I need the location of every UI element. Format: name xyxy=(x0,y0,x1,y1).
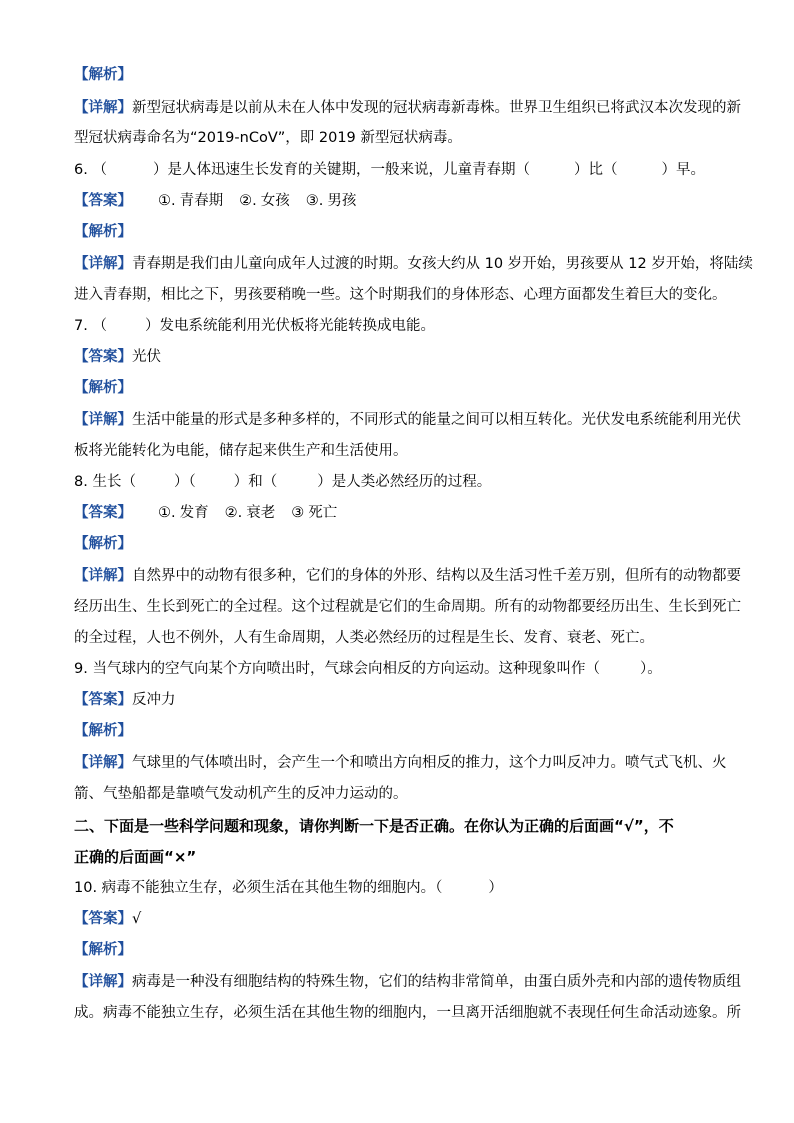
question-text: ）是人体迅速生长发育的关键期，一般来说，儿童青春期（ xyxy=(152,162,530,178)
question-text: ）早。 xyxy=(661,162,705,178)
question-9 xyxy=(74,658,734,680)
question-text: ）是人类必然经历的过程。 xyxy=(317,474,492,490)
detail-text: 成。病毒不能独立生存，必须生活在其他生物的细胞内，一旦离开活细胞就不表现任何生命活动迹象。所 xyxy=(74,1005,741,1021)
detail-text: 气球里的气体喷出时，会产生一个和喷出方向相反的推力，这个力叫反冲力。喷气式飞机、火 xyxy=(132,755,727,771)
question-text: ） xyxy=(488,880,503,896)
option-marker: ③ xyxy=(291,505,305,521)
detail-text: 自然界中的动物有很多种，它们的身体的外形、结构以及生活习性千差万别，但所有的动物都要 xyxy=(132,568,741,584)
detail-tag: 【详解】 xyxy=(74,412,132,428)
answer-q9 xyxy=(74,689,734,711)
question-text: ）发电系统能利用光伏板将光能转换成电能。 xyxy=(144,318,435,334)
detail-q5-line2 xyxy=(74,127,734,149)
detail-text: 型冠状病毒命名为“2019-nCoV”，即 2019 新型冠状病毒。 xyxy=(74,130,462,146)
detail-q9-line2 xyxy=(74,783,734,805)
detail-text: 病毒是一种没有细胞结构的特殊生物，它们的结构非常简单，由蛋白质外壳和内部的遗传物质组 xyxy=(132,974,741,990)
option-text: 衰老 xyxy=(246,505,276,521)
answer-tag: 【答案】 xyxy=(74,349,132,365)
analysis-label-q10 xyxy=(74,939,734,961)
detail-q5-line1 xyxy=(74,97,741,119)
option-marker: ③. xyxy=(305,193,324,209)
answer-tag: 【答案】 xyxy=(74,911,132,927)
answer-q8 xyxy=(74,502,734,524)
detail-q8-line1 xyxy=(74,565,741,587)
answer-option xyxy=(158,502,209,524)
analysis-tag: 【解析】 xyxy=(74,67,132,83)
answer-tag: 【答案】 xyxy=(74,193,132,209)
question-8 xyxy=(74,471,734,493)
detail-q6-line2 xyxy=(74,284,734,306)
detail-q6-line1 xyxy=(74,253,753,275)
detail-q10-line1 xyxy=(74,971,741,993)
detail-text: 进入青春期，相比之下，男孩要稍晚一些。这个时期我们的身体形态、心理方面都发生着巨大的变化。 xyxy=(74,287,727,303)
question-text: ）（ xyxy=(173,474,196,490)
question-text: 10. 病毒不能独立生存，必须生活在其他生物的细胞内。（ xyxy=(74,880,443,896)
detail-q10-line2 xyxy=(74,1002,741,1024)
detail-text: 生活中能量的形式是多种多样的，不同形式的能量之间可以相互转化。光伏发电系统能利用光伏 xyxy=(132,412,741,428)
section-heading-line2 xyxy=(74,846,734,868)
detail-q8-line2 xyxy=(74,596,741,618)
analysis-tag: 【解析】 xyxy=(74,942,132,958)
answer-q10 xyxy=(74,908,734,930)
analysis-label-q7 xyxy=(74,377,734,399)
detail-q7-line2 xyxy=(74,440,734,462)
question-text: 6. （ xyxy=(74,162,107,178)
analysis-label-q5 xyxy=(74,64,734,86)
question-text: ）比（ xyxy=(573,162,618,178)
section-heading-text: 正确的后面画“×” xyxy=(74,848,197,866)
option-text: 发育 xyxy=(179,505,209,521)
answer-option xyxy=(239,190,290,212)
question-text: ）和（ xyxy=(233,474,278,490)
analysis-label-q6 xyxy=(74,221,734,243)
detail-tag: 【详解】 xyxy=(74,974,132,990)
detail-text: 新型冠状病毒是以前从未在人体中发现的冠状病毒新毒株。世界卫生组织已将武汉本次发现的新 xyxy=(132,100,741,116)
answer-option xyxy=(291,502,337,524)
option-text: 青春期 xyxy=(179,193,224,209)
detail-q7-line1 xyxy=(74,409,741,431)
analysis-label-q8 xyxy=(74,533,734,555)
answer-q6 xyxy=(74,190,734,212)
answer-tag: 【答案】 xyxy=(74,692,132,708)
detail-text: 的全过程，人也不例外，人有生命周期，人类必然经历的过程是生长、发育、衰老、死亡。 xyxy=(74,630,654,646)
detail-text: 板将光能转化为电能，储存起来供生产和生活使用。 xyxy=(74,443,408,459)
answer-text: 光伏 xyxy=(132,349,161,365)
detail-text: 青春期是我们由儿童向成年人过渡的时期。女孩大约从 10 岁开始，男孩要从 12 岁开始，将陆续 xyxy=(132,256,753,272)
detail-tag: 【详解】 xyxy=(74,256,132,272)
detail-tag: 【详解】 xyxy=(74,100,132,116)
analysis-label-q9 xyxy=(74,720,734,742)
answer-option xyxy=(306,190,357,212)
question-text: 7. （ xyxy=(74,318,107,334)
detail-q9-line1 xyxy=(74,752,734,774)
question-7 xyxy=(74,315,734,337)
detail-tag: 【详解】 xyxy=(74,568,132,584)
section-heading-line1 xyxy=(74,815,734,837)
answer-option xyxy=(225,502,276,524)
analysis-tag: 【解析】 xyxy=(74,723,132,739)
option-marker: ②. xyxy=(224,505,243,521)
analysis-tag: 【解析】 xyxy=(74,536,132,552)
question-text: 8. 生长（ xyxy=(74,474,136,490)
detail-q8-line3 xyxy=(74,627,734,649)
answer-text: 反冲力 xyxy=(132,692,176,708)
section-heading-text: 二、下面是一些科学问题和现象，请你判断一下是否正确。在你认为正确的后面画“√”，不 xyxy=(74,817,674,835)
analysis-tag: 【解析】 xyxy=(74,224,132,240)
question-10 xyxy=(74,877,734,899)
answer-tag: 【答案】 xyxy=(74,505,132,521)
option-text: 男孩 xyxy=(327,193,357,209)
option-marker: ①. xyxy=(158,505,176,521)
option-marker: ①. xyxy=(158,193,176,209)
question-6 xyxy=(74,159,734,181)
option-text: 女孩 xyxy=(260,193,290,209)
detail-text: 经历出生、生长到死亡的全过程。这个过程就是它们的生命周期。所有的动物都要经历出生、生长到死亡 xyxy=(74,599,741,615)
option-text: 死亡 xyxy=(308,505,338,521)
detail-tag: 【详解】 xyxy=(74,755,132,771)
question-text: 9. 当气球内的空气向某个方向喷出时，气球会向相反的方向运动。这种现象叫作（ xyxy=(74,661,600,677)
answer-q7 xyxy=(74,346,734,368)
detail-text: 箭、气垫船都是靠喷气发动机产生的反冲力运动的。 xyxy=(74,786,408,802)
answer-option xyxy=(158,190,223,212)
answer-text: √ xyxy=(132,911,142,927)
question-text: ）。 xyxy=(639,661,662,677)
option-marker: ②. xyxy=(239,193,257,209)
analysis-tag: 【解析】 xyxy=(74,380,132,396)
